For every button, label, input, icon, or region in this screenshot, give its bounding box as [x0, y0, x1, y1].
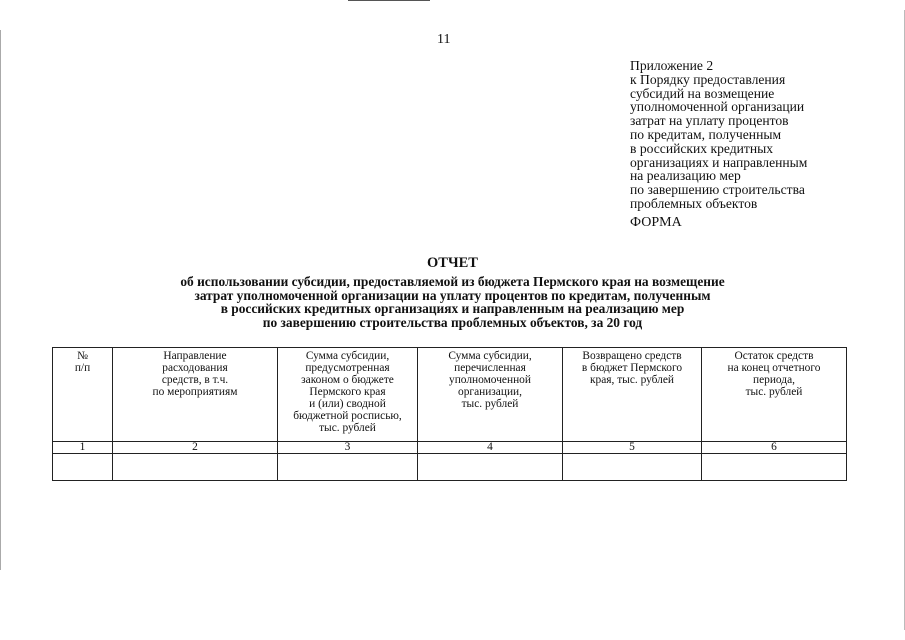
table-row: [53, 454, 847, 481]
appendix-line: организациях и направленным: [630, 154, 808, 170]
appendix-line: по завершению строительства: [630, 182, 805, 198]
column-header: № п/п: [53, 348, 113, 442]
appendix-line: Приложение 2: [630, 58, 714, 73]
column-number-row: [53, 442, 847, 454]
appendix-line: к Порядку предоставления: [630, 71, 786, 87]
appendix-block: [630, 59, 860, 211]
appendix-line: затрат на уплату процентов: [630, 113, 789, 129]
column-number: 1: [53, 442, 113, 454]
subtitle-line: по завершению строительства проблемных объектов, за 20 год: [262, 314, 643, 330]
column-number: 5: [563, 442, 702, 454]
table-cell: [418, 454, 563, 481]
column-header: Остаток средств на конец отчетного периода, тыс. рублей: [702, 348, 847, 442]
column-number: 2: [113, 442, 278, 454]
table-header-row: [53, 348, 847, 442]
appendix-line: проблемных объектов: [630, 195, 758, 211]
column-header: Направление расходования средств, в т.ч. по мероприятиям: [113, 348, 278, 442]
column-header: Сумма субсидии, предусмотренная законом о бюджете Пермского края и (или) сводной бюджетной росписью, тыс. рублей: [278, 348, 418, 442]
appendix-line: уполномоченной организации: [630, 99, 805, 115]
subtitle-line: затрат уполномоченной организации на уплату процентов по кредитам, полученным: [194, 287, 711, 303]
scan-edge-top: [348, 0, 430, 1]
column-number: 4: [418, 442, 563, 454]
form-label: ФОРМА: [630, 215, 682, 230]
appendix-line: по кредитам, полученным: [630, 126, 782, 142]
page-number: 11: [437, 32, 451, 47]
column-number: 6: [702, 442, 847, 454]
table-cell: [702, 454, 847, 481]
subtitle-line: об использовании субсидии, предоставляемой из бюджета Пермского края на возмещение: [180, 274, 725, 289]
column-number: 3: [278, 442, 418, 454]
table-cell: [53, 454, 113, 481]
document-subtitle: [0, 275, 905, 329]
table-cell: [563, 454, 702, 481]
report-table: [52, 347, 847, 481]
appendix-line: на реализацию мер: [630, 168, 741, 184]
table-cell: [278, 454, 418, 481]
column-header: Возвращено средств в бюджет Пермского края, тыс. рублей: [563, 348, 702, 442]
appendix-line: в российских кредитных: [630, 140, 774, 156]
appendix-line: субсидий на возмещение: [630, 85, 775, 101]
column-header: Сумма субсидии, перечисленная уполномоченной организации, тыс. рублей: [418, 348, 563, 442]
subtitle-line: в российских кредитных организациях и направленным на реализацию мер: [220, 301, 685, 317]
document-title: ОТЧЕТ: [427, 255, 478, 271]
table-cell: [113, 454, 278, 481]
